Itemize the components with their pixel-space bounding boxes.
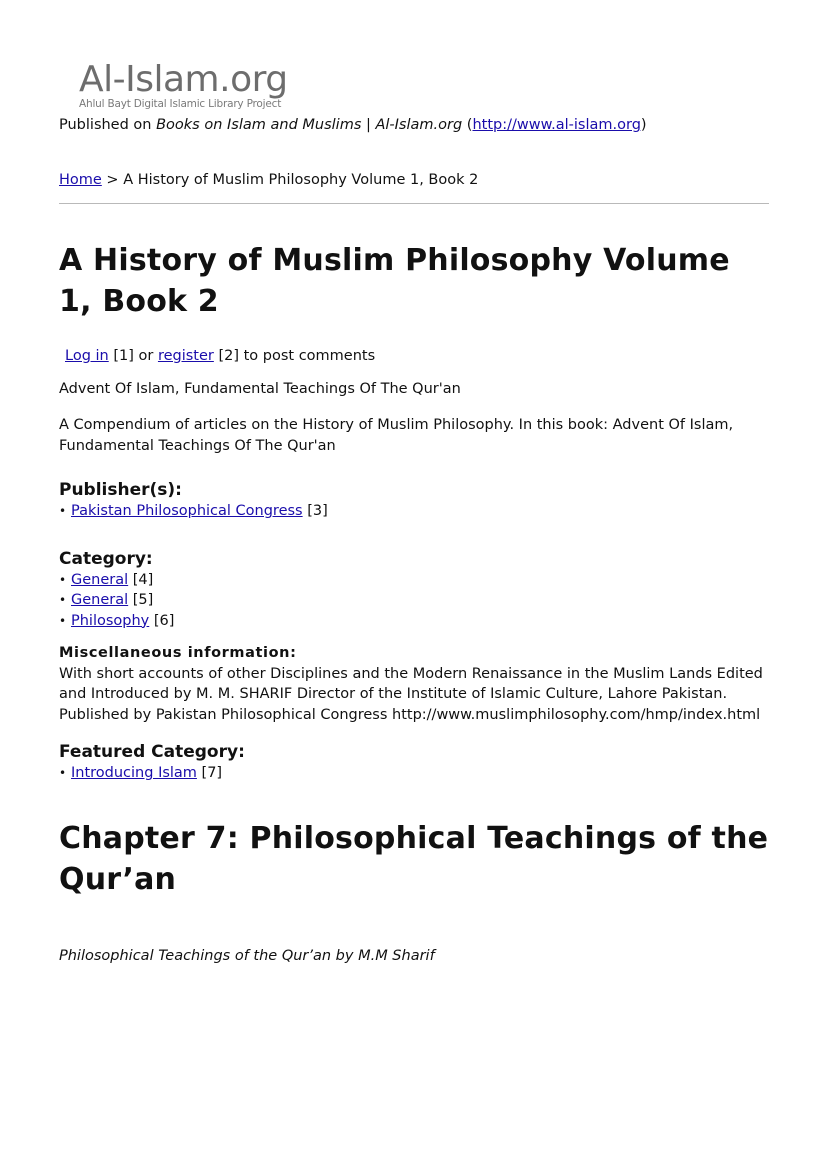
publishers-list — [59, 501, 769, 522]
document-page — [59, 60, 769, 966]
list-item — [59, 763, 769, 784]
login-ref: [1] or — [108, 348, 158, 364]
category-link-general-2[interactable]: General — [71, 592, 129, 608]
site-url-link[interactable]: http://www.al-islam.org — [472, 117, 641, 133]
list-item — [59, 501, 769, 522]
logo-wordmark — [79, 60, 339, 100]
chapter-byline: Philosophical Teachings of the Qur’an by M.M Sharif — [59, 947, 435, 964]
ref-number: [4] — [128, 571, 154, 588]
published-close: ) — [640, 117, 647, 133]
chapter-title: Chapter 7: Philosophical Teachings of the Qur’an — [59, 820, 769, 897]
publishers-heading: Publisher(s): — [59, 480, 182, 500]
logo-text: Al-Islam.org — [79, 59, 288, 100]
ref-number: [6] — [149, 612, 175, 629]
list-item — [59, 611, 769, 632]
breadcrumb — [59, 170, 769, 191]
ref-number: [7] — [196, 765, 223, 781]
logo-subtitle: Ahlul Bayt Digital Islamic Library Project — [79, 98, 282, 110]
published-site: Books on Islam and Muslims | Al-Islam.org — [156, 117, 463, 133]
category-link-general-1[interactable]: General — [71, 571, 129, 588]
ref-number: [5] — [128, 592, 154, 608]
breadcrumb-separator: > — [101, 171, 124, 188]
misc-text: With short accounts of other Disciplines and the Modern Renaissance in the Muslim Lands Edited and Introduced by M. M. SHARIF Director of the Institute of Islamic Culture, Lahore Pakistan. Published by Pakistan Philosophical Congress http://www.muslimphilosophy.com/hmp/index.html — [59, 665, 763, 723]
comment-prompt — [59, 346, 769, 367]
list-item — [59, 570, 769, 591]
featured-link[interactable]: Introducing Islam — [71, 765, 197, 781]
register-link[interactable]: register — [157, 348, 214, 364]
published-line — [59, 115, 769, 136]
published-open: ( — [462, 117, 473, 133]
breadcrumb-home-link[interactable]: Home — [59, 171, 102, 188]
publisher-link[interactable]: Pakistan Philosophical Congress — [71, 503, 303, 519]
register-ref: [2] to post comments — [213, 348, 376, 364]
list-item — [59, 590, 769, 611]
category-heading: Category: — [59, 548, 153, 569]
featured-list — [59, 763, 769, 784]
book-description: A Compendium of articles on the History of Muslim Philosophy. In this book: Advent Of Islam, Fundamental Teachings Of The Qur'an — [59, 417, 734, 454]
page-title: A History of Muslim Philosophy Volume 1, Book 2 — [59, 243, 730, 319]
book-subtitle: Advent Of Islam, Fundamental Teachings Of The Qur'an — [59, 380, 461, 397]
category-link-philosophy[interactable]: Philosophy — [71, 612, 150, 629]
site-logo[interactable] — [79, 60, 339, 110]
misc-heading: Miscellaneous information: — [59, 645, 297, 661]
breadcrumb-current: A History of Muslim Philosophy Volume 1, Book 2 — [123, 171, 479, 188]
login-link[interactable]: Log in — [65, 348, 109, 364]
published-prefix: Published on — [59, 117, 157, 133]
featured-heading: Featured Category: — [59, 742, 245, 762]
ref-number: [3] — [302, 503, 328, 519]
header-divider — [59, 203, 769, 204]
category-list — [59, 570, 769, 632]
